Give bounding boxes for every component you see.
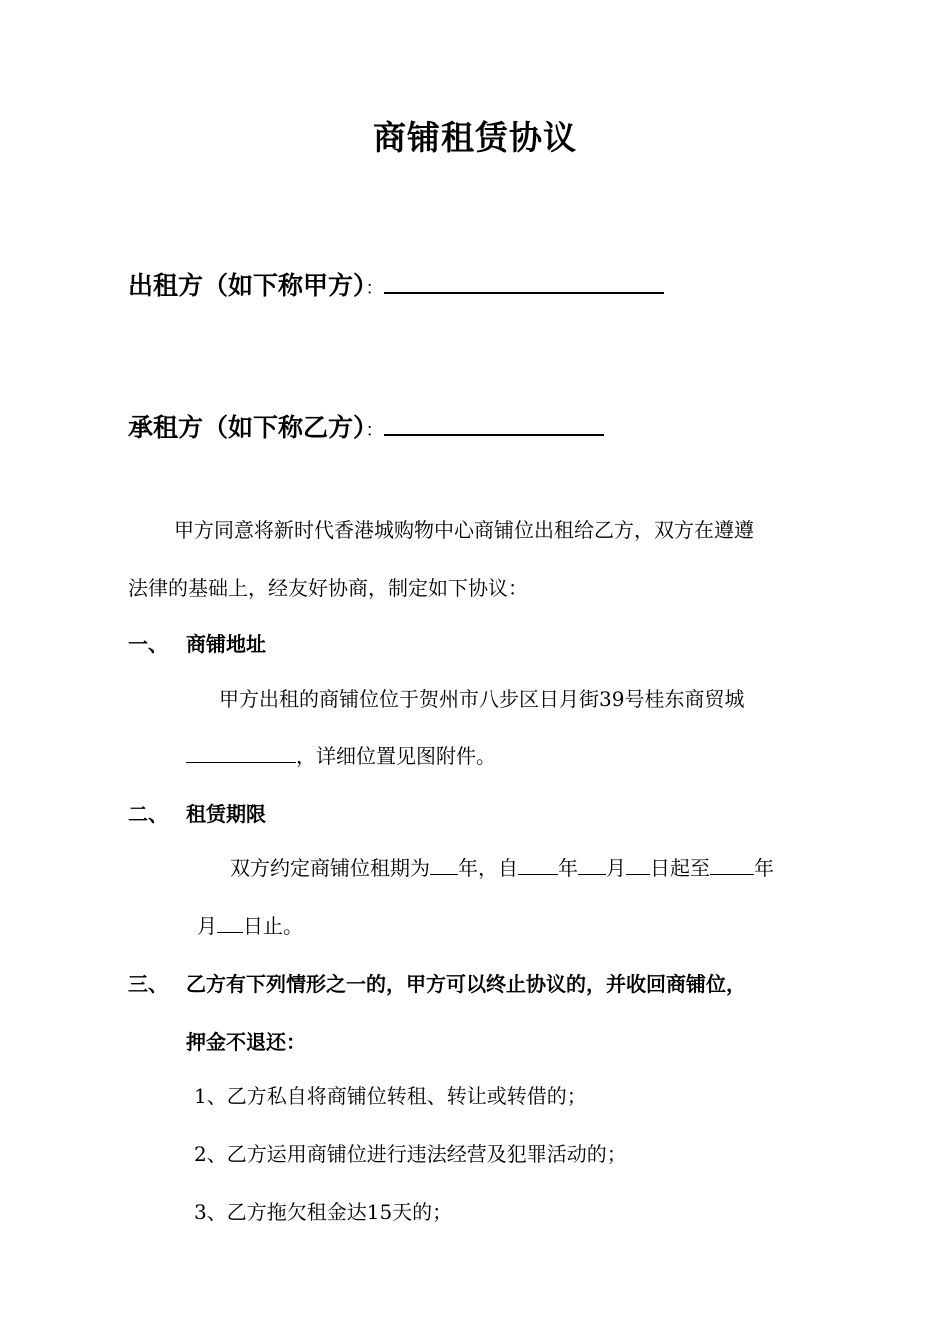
lessor-line xyxy=(128,266,664,302)
section-3-heading-line-2: 押金不退还： xyxy=(186,1030,306,1054)
lessee-label: 承租方（如下称乙方） xyxy=(128,413,366,442)
list-item: 2、乙方运用商铺位进行违法经营及犯罪活动的； xyxy=(194,1142,627,1166)
term-text-6: 年 xyxy=(754,856,774,880)
start-day-blank[interactable] xyxy=(626,856,650,875)
section-2-line-2 xyxy=(197,910,303,939)
start-year-blank[interactable] xyxy=(518,856,558,875)
term-text-3: 年 xyxy=(558,856,578,880)
end-day-blank[interactable] xyxy=(217,914,243,933)
section-1-number: 一、 xyxy=(128,632,168,656)
lessor-blank[interactable] xyxy=(384,291,664,294)
stall-number-blank[interactable] xyxy=(186,744,296,763)
term-text-5: 日起至 xyxy=(650,856,710,880)
lessor-label: 出租方（如下称甲方） xyxy=(128,271,366,300)
term-text-7: 月 xyxy=(197,914,217,938)
lessee-colon: ： xyxy=(365,420,384,441)
list-item: 1、乙方私自将商铺位转租、转让或转借的； xyxy=(194,1084,587,1108)
lessee-line xyxy=(128,408,604,444)
section-2-line-1 xyxy=(230,852,774,881)
document-title: 商铺租赁协议 xyxy=(373,118,577,157)
section-1-line-2-text: ，详细位置见图附件。 xyxy=(296,744,496,768)
section-2-number: 二、 xyxy=(128,802,168,826)
term-text-8: 日止。 xyxy=(243,914,303,938)
term-years-blank[interactable] xyxy=(430,856,458,875)
lessee-blank[interactable] xyxy=(384,433,604,436)
intro-line-2: 法律的基础上，经友好协商，制定如下协议： xyxy=(128,576,528,600)
section-1-line-2 xyxy=(186,740,496,769)
start-month-blank[interactable] xyxy=(578,856,606,875)
end-year-blank[interactable] xyxy=(710,856,754,875)
section-3-heading-line-1: 乙方有下列情形之一的，甲方可以终止协议的，并收回商铺位， xyxy=(186,972,746,996)
section-1-line-1: 甲方出租的商铺位位于贺州市八步区日月街39号桂东商贸城 xyxy=(219,687,745,711)
lessor-colon: ： xyxy=(365,278,384,299)
section-1-heading: 商铺地址 xyxy=(186,632,266,656)
section-3-number: 三、 xyxy=(128,972,168,996)
list-item: 3、乙方拖欠租金达15天的； xyxy=(194,1200,453,1224)
term-text-1: 双方约定商铺位租期为 xyxy=(230,856,430,880)
section-2-heading: 租赁期限 xyxy=(186,802,266,826)
intro-line-1: 甲方同意将新时代香港城购物中心商铺位出租给乙方，双方在遵遵 xyxy=(174,518,754,542)
term-text-4: 月 xyxy=(606,856,626,880)
term-text-2: 年，自 xyxy=(458,856,518,880)
